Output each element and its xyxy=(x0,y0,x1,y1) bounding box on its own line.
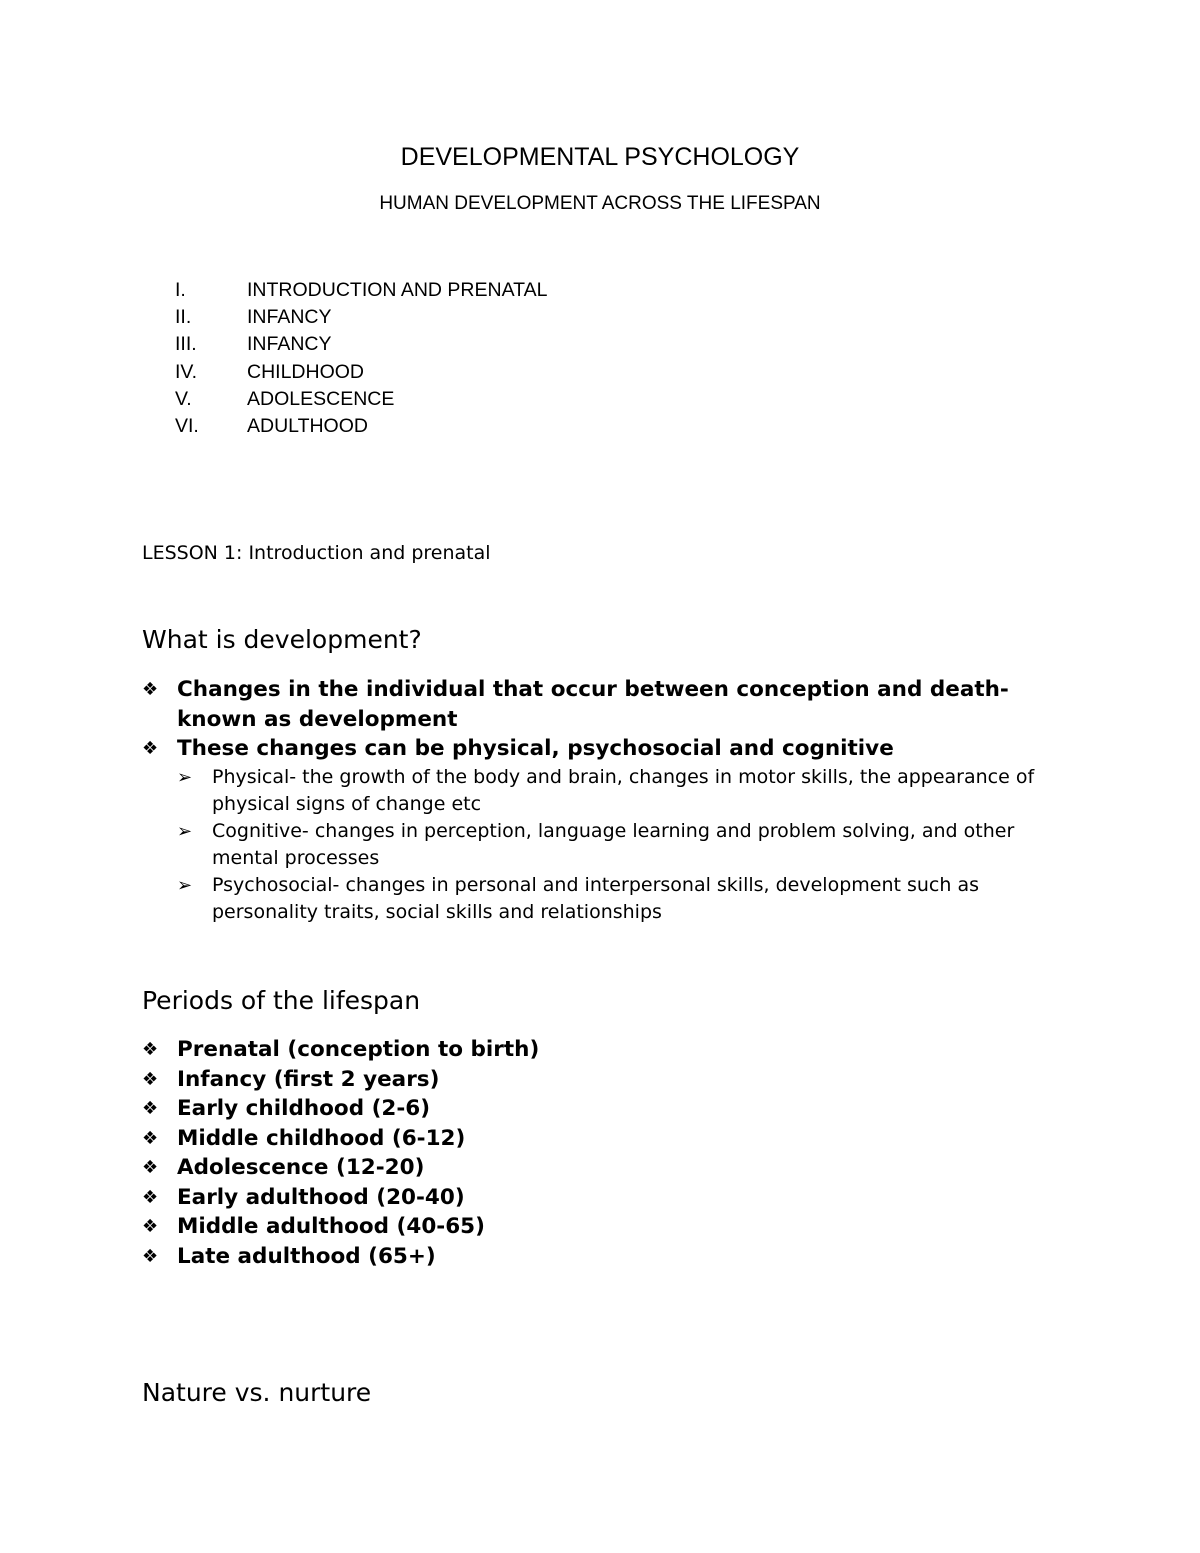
toc-item-number: II. xyxy=(175,306,192,329)
document-title: DEVELOPMENTAL PSYCHOLOGY xyxy=(400,143,800,171)
list-item xyxy=(142,675,1072,734)
toc-item-number: IV. xyxy=(175,360,198,383)
list-item-text: Middle childhood (6-12) xyxy=(177,1125,466,1151)
toc-item-number: VI. xyxy=(175,414,199,437)
toc-item xyxy=(175,413,547,440)
toc-item xyxy=(175,331,547,358)
sub-list-item xyxy=(142,764,1072,818)
sub-list-item-text: Cognitive- changes in perception, language learning and problem solving, and other mental processes xyxy=(212,819,1015,869)
toc-item xyxy=(175,386,547,413)
arrow-bullet-icon: ➢ xyxy=(177,766,193,788)
list-item-text: Adolescence (12-20) xyxy=(177,1155,425,1180)
list-item xyxy=(142,1183,1072,1213)
toc-item-label: INFANCY xyxy=(247,333,332,356)
toc-item-label: INTRODUCTION AND PRENATAL xyxy=(247,279,548,301)
list-item-text: Early adulthood (20-40) xyxy=(177,1184,465,1210)
list-item xyxy=(142,1035,1072,1065)
section-heading-nature-nurture: Nature vs. nurture xyxy=(142,1378,372,1407)
list-item xyxy=(142,1094,1072,1124)
list-item-text: Middle adulthood (40-65) xyxy=(177,1214,485,1239)
list-item-text: Changes in the individual that occur between conception and death- known as development xyxy=(177,677,1009,732)
toc-item xyxy=(175,304,547,331)
development-bullet-list xyxy=(142,675,1072,926)
arrow-bullet-icon: ➢ xyxy=(177,874,193,896)
diamond-bullet-icon: ❖ xyxy=(142,679,159,700)
sub-list-item-text: Psychosocial- changes in personal and interpersonal skills, development such as personality traits, social skills and relationships xyxy=(212,873,980,923)
toc-item-label: ADOLESCENCE xyxy=(247,387,395,410)
toc-item xyxy=(175,277,547,304)
toc-item-number: III. xyxy=(175,333,197,356)
diamond-bullet-icon: ❖ xyxy=(142,1098,159,1119)
list-item-text: Prenatal (conception to birth) xyxy=(177,1037,540,1062)
sub-list-item xyxy=(142,818,1072,872)
diamond-bullet-icon: ❖ xyxy=(142,1157,159,1178)
toc-item-number: I. xyxy=(175,279,186,301)
list-item-text: Late adulthood (65+) xyxy=(177,1243,436,1269)
diamond-bullet-icon: ❖ xyxy=(142,738,159,759)
toc-item-label: ADULTHOOD xyxy=(247,414,368,437)
section-heading-periods: Periods of the lifespan xyxy=(142,986,421,1015)
lesson-title: LESSON 1: Introduction and prenatal xyxy=(142,542,491,564)
list-item-text: Early childhood (2-6) xyxy=(177,1096,431,1121)
list-item-text: These changes can be physical, psychosocial and cognitive xyxy=(177,736,894,761)
diamond-bullet-icon: ❖ xyxy=(142,1127,159,1149)
diamond-bullet-icon: ❖ xyxy=(142,1216,159,1237)
list-item xyxy=(142,1242,1072,1272)
toc-item-label: CHILDHOOD xyxy=(247,360,365,383)
list-item xyxy=(142,1065,1072,1095)
diamond-bullet-icon: ❖ xyxy=(142,1039,159,1060)
sub-list-item-text: Physical- the growth of the body and brain, changes in motor skills, the appearance of physical signs of change etc xyxy=(212,765,1035,815)
table-of-contents xyxy=(175,277,547,440)
list-item xyxy=(142,1153,1072,1183)
list-item xyxy=(142,1212,1072,1242)
sub-list-item xyxy=(142,872,1072,926)
diamond-bullet-icon: ❖ xyxy=(142,1068,159,1090)
toc-item-number: V. xyxy=(175,387,192,410)
list-item xyxy=(142,734,1072,764)
toc-item-label: INFANCY xyxy=(247,306,332,329)
diamond-bullet-icon: ❖ xyxy=(142,1186,159,1208)
list-item xyxy=(142,1124,1072,1154)
list-item-text: Infancy (first 2 years) xyxy=(177,1066,440,1092)
arrow-bullet-icon: ➢ xyxy=(177,820,193,842)
section-heading-development: What is development? xyxy=(142,625,422,654)
diamond-bullet-icon: ❖ xyxy=(142,1245,159,1267)
periods-bullet-list xyxy=(142,1035,1072,1271)
toc-item xyxy=(175,359,547,386)
document-subtitle: HUMAN DEVELOPMENT ACROSS THE LIFESPAN xyxy=(379,193,821,214)
